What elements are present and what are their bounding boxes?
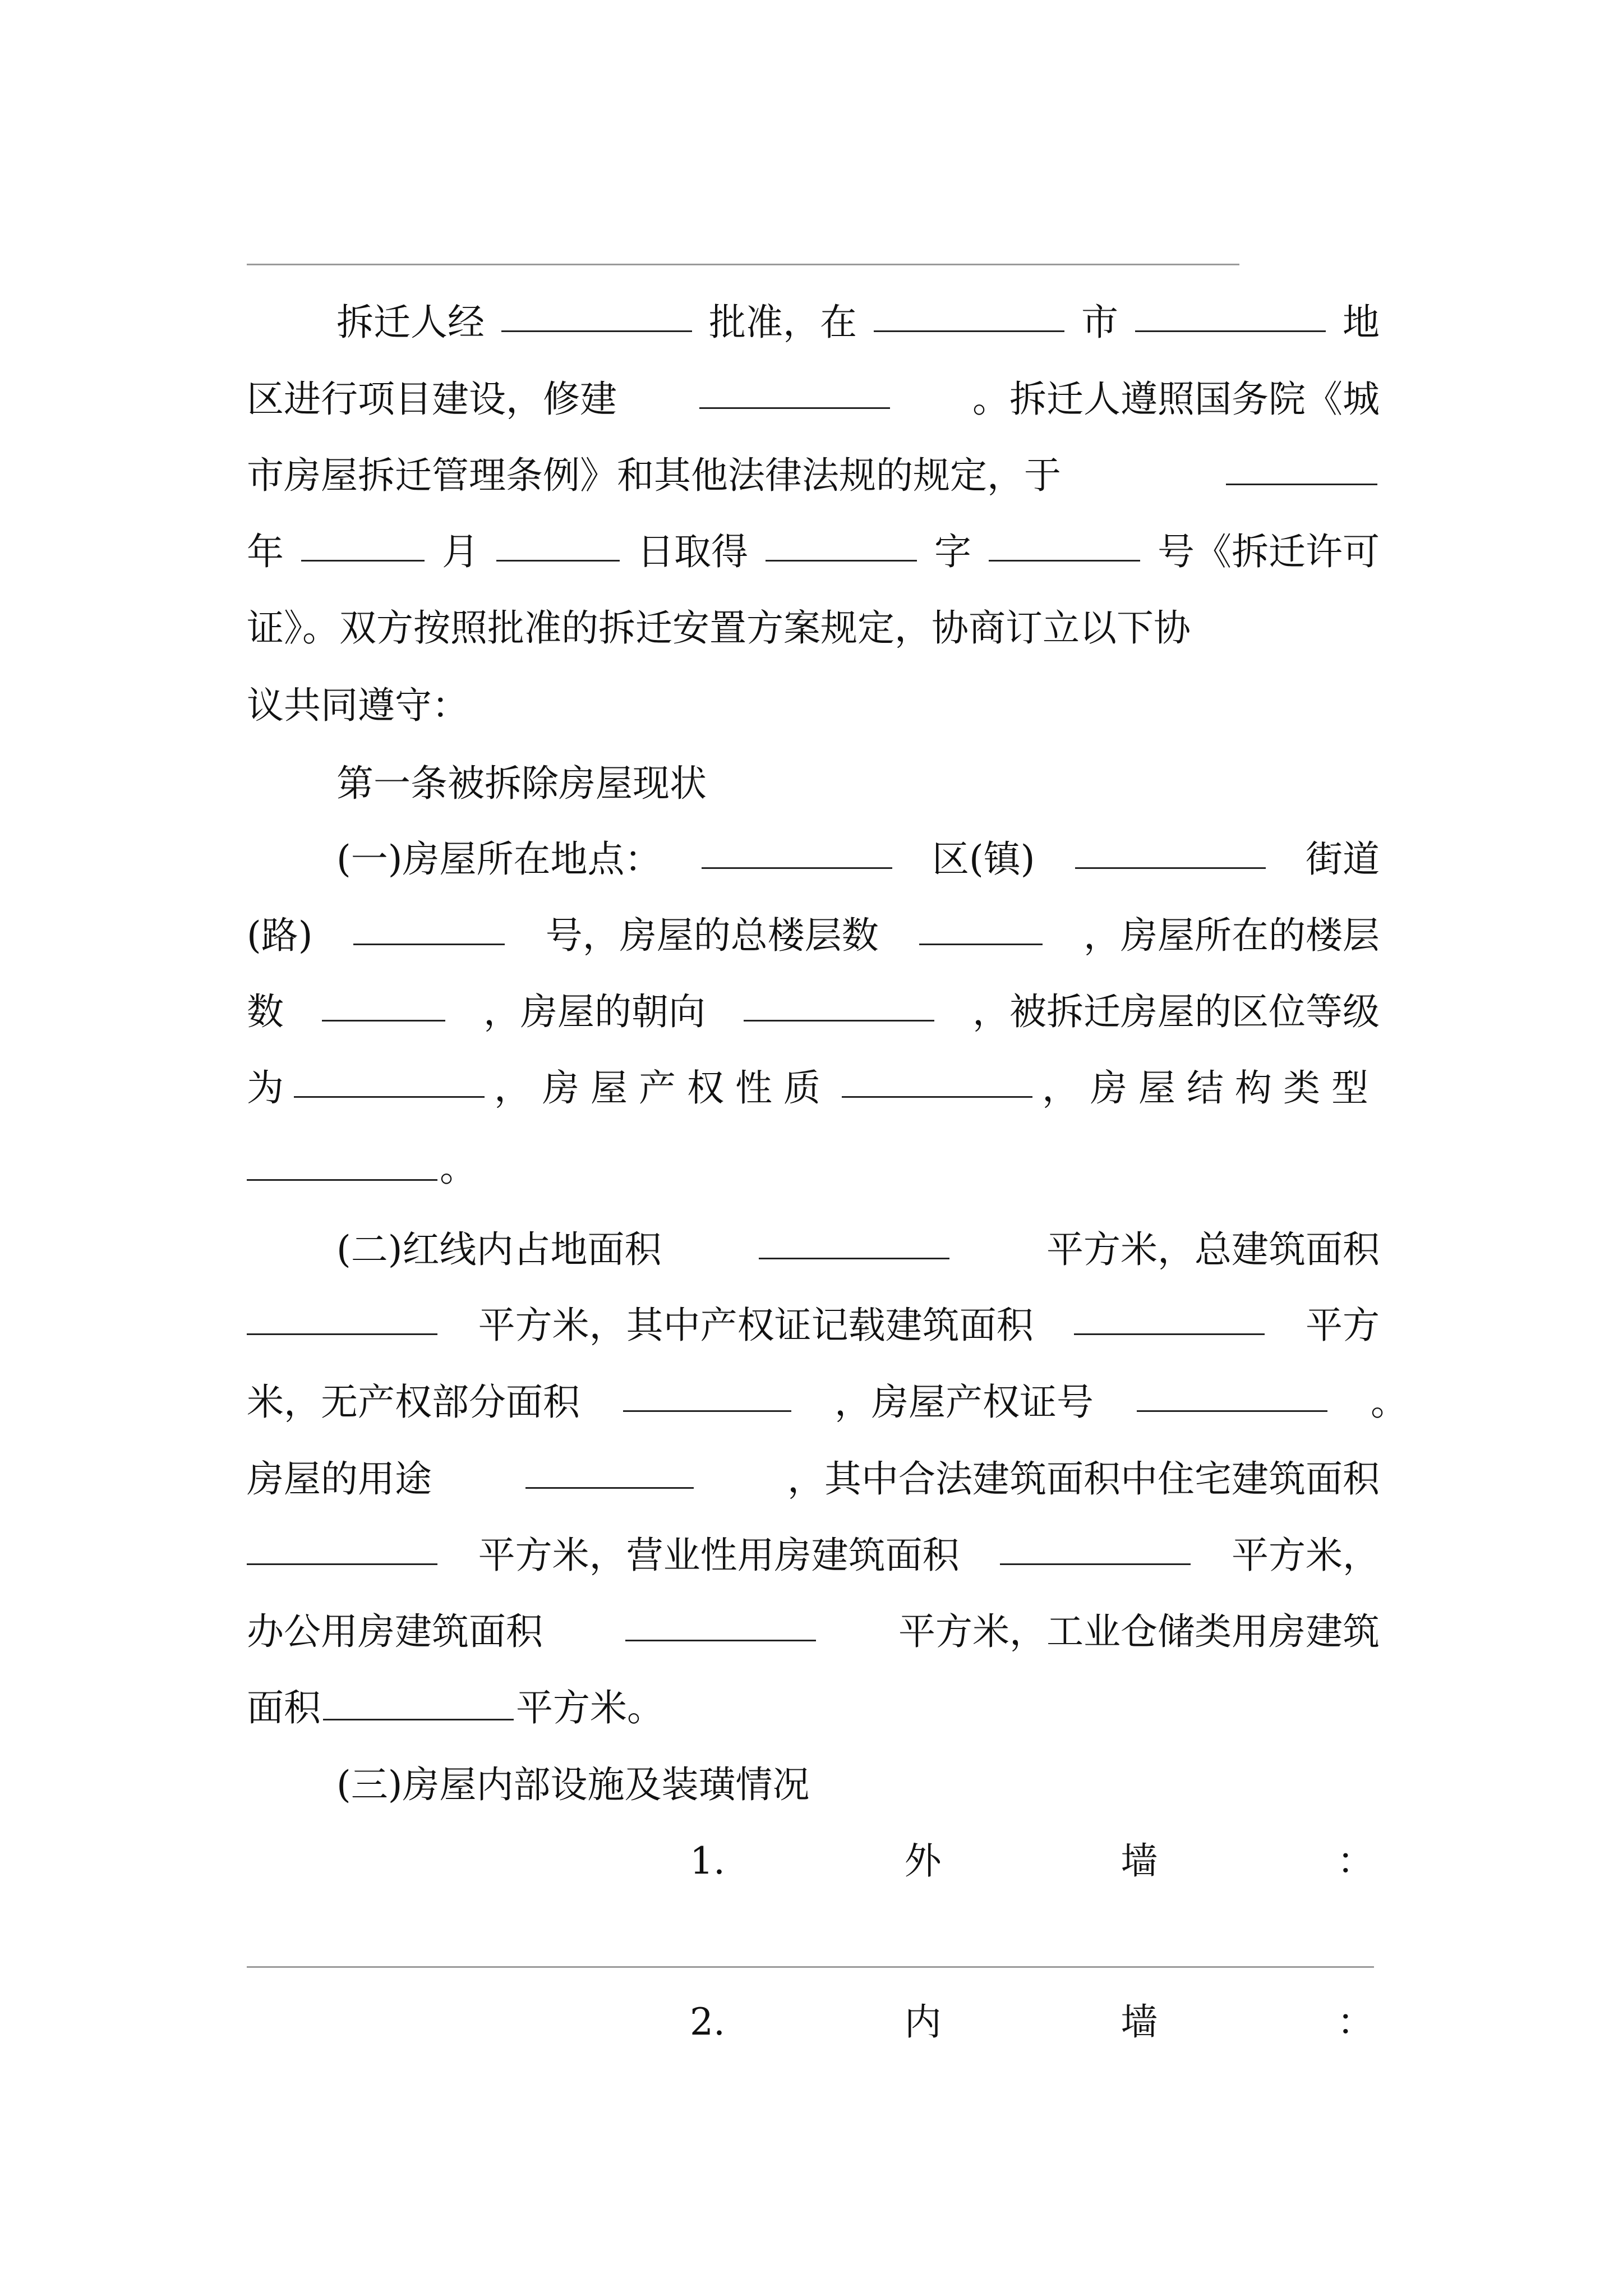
text: 平方米，其中产权证记载建筑面积 xyxy=(478,1304,1034,1347)
text: ，房屋所在的楼层 xyxy=(1083,914,1380,957)
text: 日取得 xyxy=(637,530,748,573)
blank-field[interactable] xyxy=(1074,1303,1265,1335)
blank-field[interactable] xyxy=(322,990,445,1022)
blank-field[interactable] xyxy=(1226,453,1377,485)
text: 区进行项目建设，修建 xyxy=(247,378,617,421)
blank-field[interactable] xyxy=(759,1227,949,1259)
item-interior-wall xyxy=(690,2000,1374,2045)
blank-field[interactable] xyxy=(247,1149,437,1181)
blank-field[interactable] xyxy=(842,1066,1032,1098)
blank-field[interactable] xyxy=(1135,300,1326,332)
para1-line4 xyxy=(247,530,1380,574)
para1-line6 xyxy=(247,683,1380,728)
section2-line6 xyxy=(247,1609,1380,1654)
article1-title xyxy=(336,761,1380,806)
text: 。 xyxy=(1371,1381,1408,1424)
text: 地 xyxy=(1343,301,1380,344)
blank-field[interactable] xyxy=(501,300,692,332)
item-exterior-wall xyxy=(690,1839,1374,1884)
section1-line2 xyxy=(247,913,1380,958)
text: 面积 xyxy=(247,1686,321,1729)
section1-line3 xyxy=(247,990,1380,1034)
section1-line4 xyxy=(247,1066,1380,1111)
text: 号，房屋的总楼层数 xyxy=(545,914,879,957)
blank-field[interactable] xyxy=(301,530,425,562)
blank-field[interactable] xyxy=(766,530,917,562)
item-number: 2. xyxy=(690,2000,725,2044)
para1-line2 xyxy=(247,377,1380,422)
text: 证》。双方按照批准的拆迁安置方案规定，协商订立以下协 xyxy=(247,606,1191,650)
item-number: 1. xyxy=(690,1839,725,1883)
item-text: 墙 xyxy=(1121,1839,1158,1883)
text: 拆迁人经 xyxy=(336,301,485,344)
text: 平方米， xyxy=(1231,1534,1380,1577)
text: 市 xyxy=(1081,301,1118,344)
blank-field[interactable] xyxy=(1137,1380,1327,1412)
text: 为 xyxy=(247,1066,284,1110)
item-text: 内 xyxy=(904,2000,942,2044)
section2-line2 xyxy=(247,1303,1380,1348)
text: ，房屋的朝向 xyxy=(483,990,706,1033)
para1-line5 xyxy=(247,606,1380,651)
para1-line1 xyxy=(336,300,1380,345)
text: ，被拆迁房屋的区位等级 xyxy=(972,990,1380,1033)
text: 区(镇) xyxy=(932,838,1035,881)
text: ，房屋产权证号 xyxy=(834,1381,1094,1424)
text: 议共同遵守： xyxy=(247,684,469,727)
blank-field[interactable] xyxy=(1075,837,1266,869)
text: ，其中合法建筑面积中住宅建筑面积 xyxy=(787,1457,1380,1501)
blank-field[interactable] xyxy=(625,1609,816,1641)
para1-line3 xyxy=(247,453,1380,498)
section2-line1 xyxy=(336,1227,1380,1272)
section1-line5 xyxy=(247,1146,1380,1191)
text: 街道 xyxy=(1306,838,1380,881)
text: 办公用房建筑面积 xyxy=(247,1610,543,1653)
section2-line3 xyxy=(247,1380,1408,1425)
top-fill-line xyxy=(247,264,1239,265)
text: 数 xyxy=(247,990,284,1033)
text: 月 xyxy=(442,530,479,573)
blank-field[interactable] xyxy=(919,913,1043,945)
heading: (三)房屋内部设施及装璜情况 xyxy=(336,1763,810,1806)
text: 年 xyxy=(247,530,284,573)
section2-line7 xyxy=(247,1686,1380,1731)
blank-field[interactable] xyxy=(989,530,1140,562)
blank-field[interactable] xyxy=(623,1380,791,1412)
text: 平方米，营业性用房建筑面积 xyxy=(478,1534,960,1577)
blank-field[interactable] xyxy=(702,837,892,869)
text: 平方 xyxy=(1305,1304,1380,1347)
blank-field[interactable] xyxy=(525,1457,694,1489)
exterior-wall-fill-line[interactable] xyxy=(247,1966,1374,1968)
blank-field[interactable] xyxy=(496,530,620,562)
text: 。拆迁人遵照国务院《城 xyxy=(972,378,1380,421)
heading: 第一条被拆除房屋现状 xyxy=(336,762,707,805)
blank-field[interactable] xyxy=(744,990,934,1022)
text: 市房屋拆迁管理条例》和其他法律法规的规定，于 xyxy=(247,454,1061,497)
text: ，房屋结构类型 xyxy=(1042,1066,1380,1110)
section1-line1 xyxy=(336,837,1380,882)
text: 平方米。 xyxy=(516,1686,664,1729)
item-text: 外 xyxy=(904,1839,942,1883)
text: 。 xyxy=(440,1147,477,1190)
item-colon: ： xyxy=(1337,1839,1374,1883)
blank-field[interactable] xyxy=(1000,1533,1191,1565)
blank-field[interactable] xyxy=(294,1066,485,1098)
text: (二)红线内占地面积 xyxy=(336,1228,662,1271)
text: 号《拆迁许可 xyxy=(1158,530,1380,573)
text: 批准，在 xyxy=(709,301,857,344)
text: 平方米，总建筑面积 xyxy=(1046,1228,1380,1271)
item-colon: ： xyxy=(1337,2000,1374,2044)
blank-field[interactable] xyxy=(874,300,1064,332)
section2-line4 xyxy=(247,1457,1380,1502)
blank-field[interactable] xyxy=(247,1533,437,1565)
blank-field[interactable] xyxy=(323,1688,514,1720)
text: 平方米，工业仓储类用房建筑 xyxy=(898,1610,1380,1653)
text: (一)房屋所在地点： xyxy=(336,838,662,881)
section2-line5 xyxy=(247,1533,1380,1578)
text: 字 xyxy=(934,530,971,573)
text: 米，无产权部分面积 xyxy=(247,1381,580,1424)
item-text: 墙 xyxy=(1121,2000,1158,2044)
text: 房屋的用途 xyxy=(247,1457,432,1501)
section3-title xyxy=(336,1763,1380,1807)
blank-field[interactable] xyxy=(353,913,505,945)
blank-field[interactable] xyxy=(699,377,890,409)
text: ，房屋产权性质 xyxy=(494,1066,832,1110)
text: (路) xyxy=(247,914,313,957)
blank-field[interactable] xyxy=(247,1303,437,1335)
